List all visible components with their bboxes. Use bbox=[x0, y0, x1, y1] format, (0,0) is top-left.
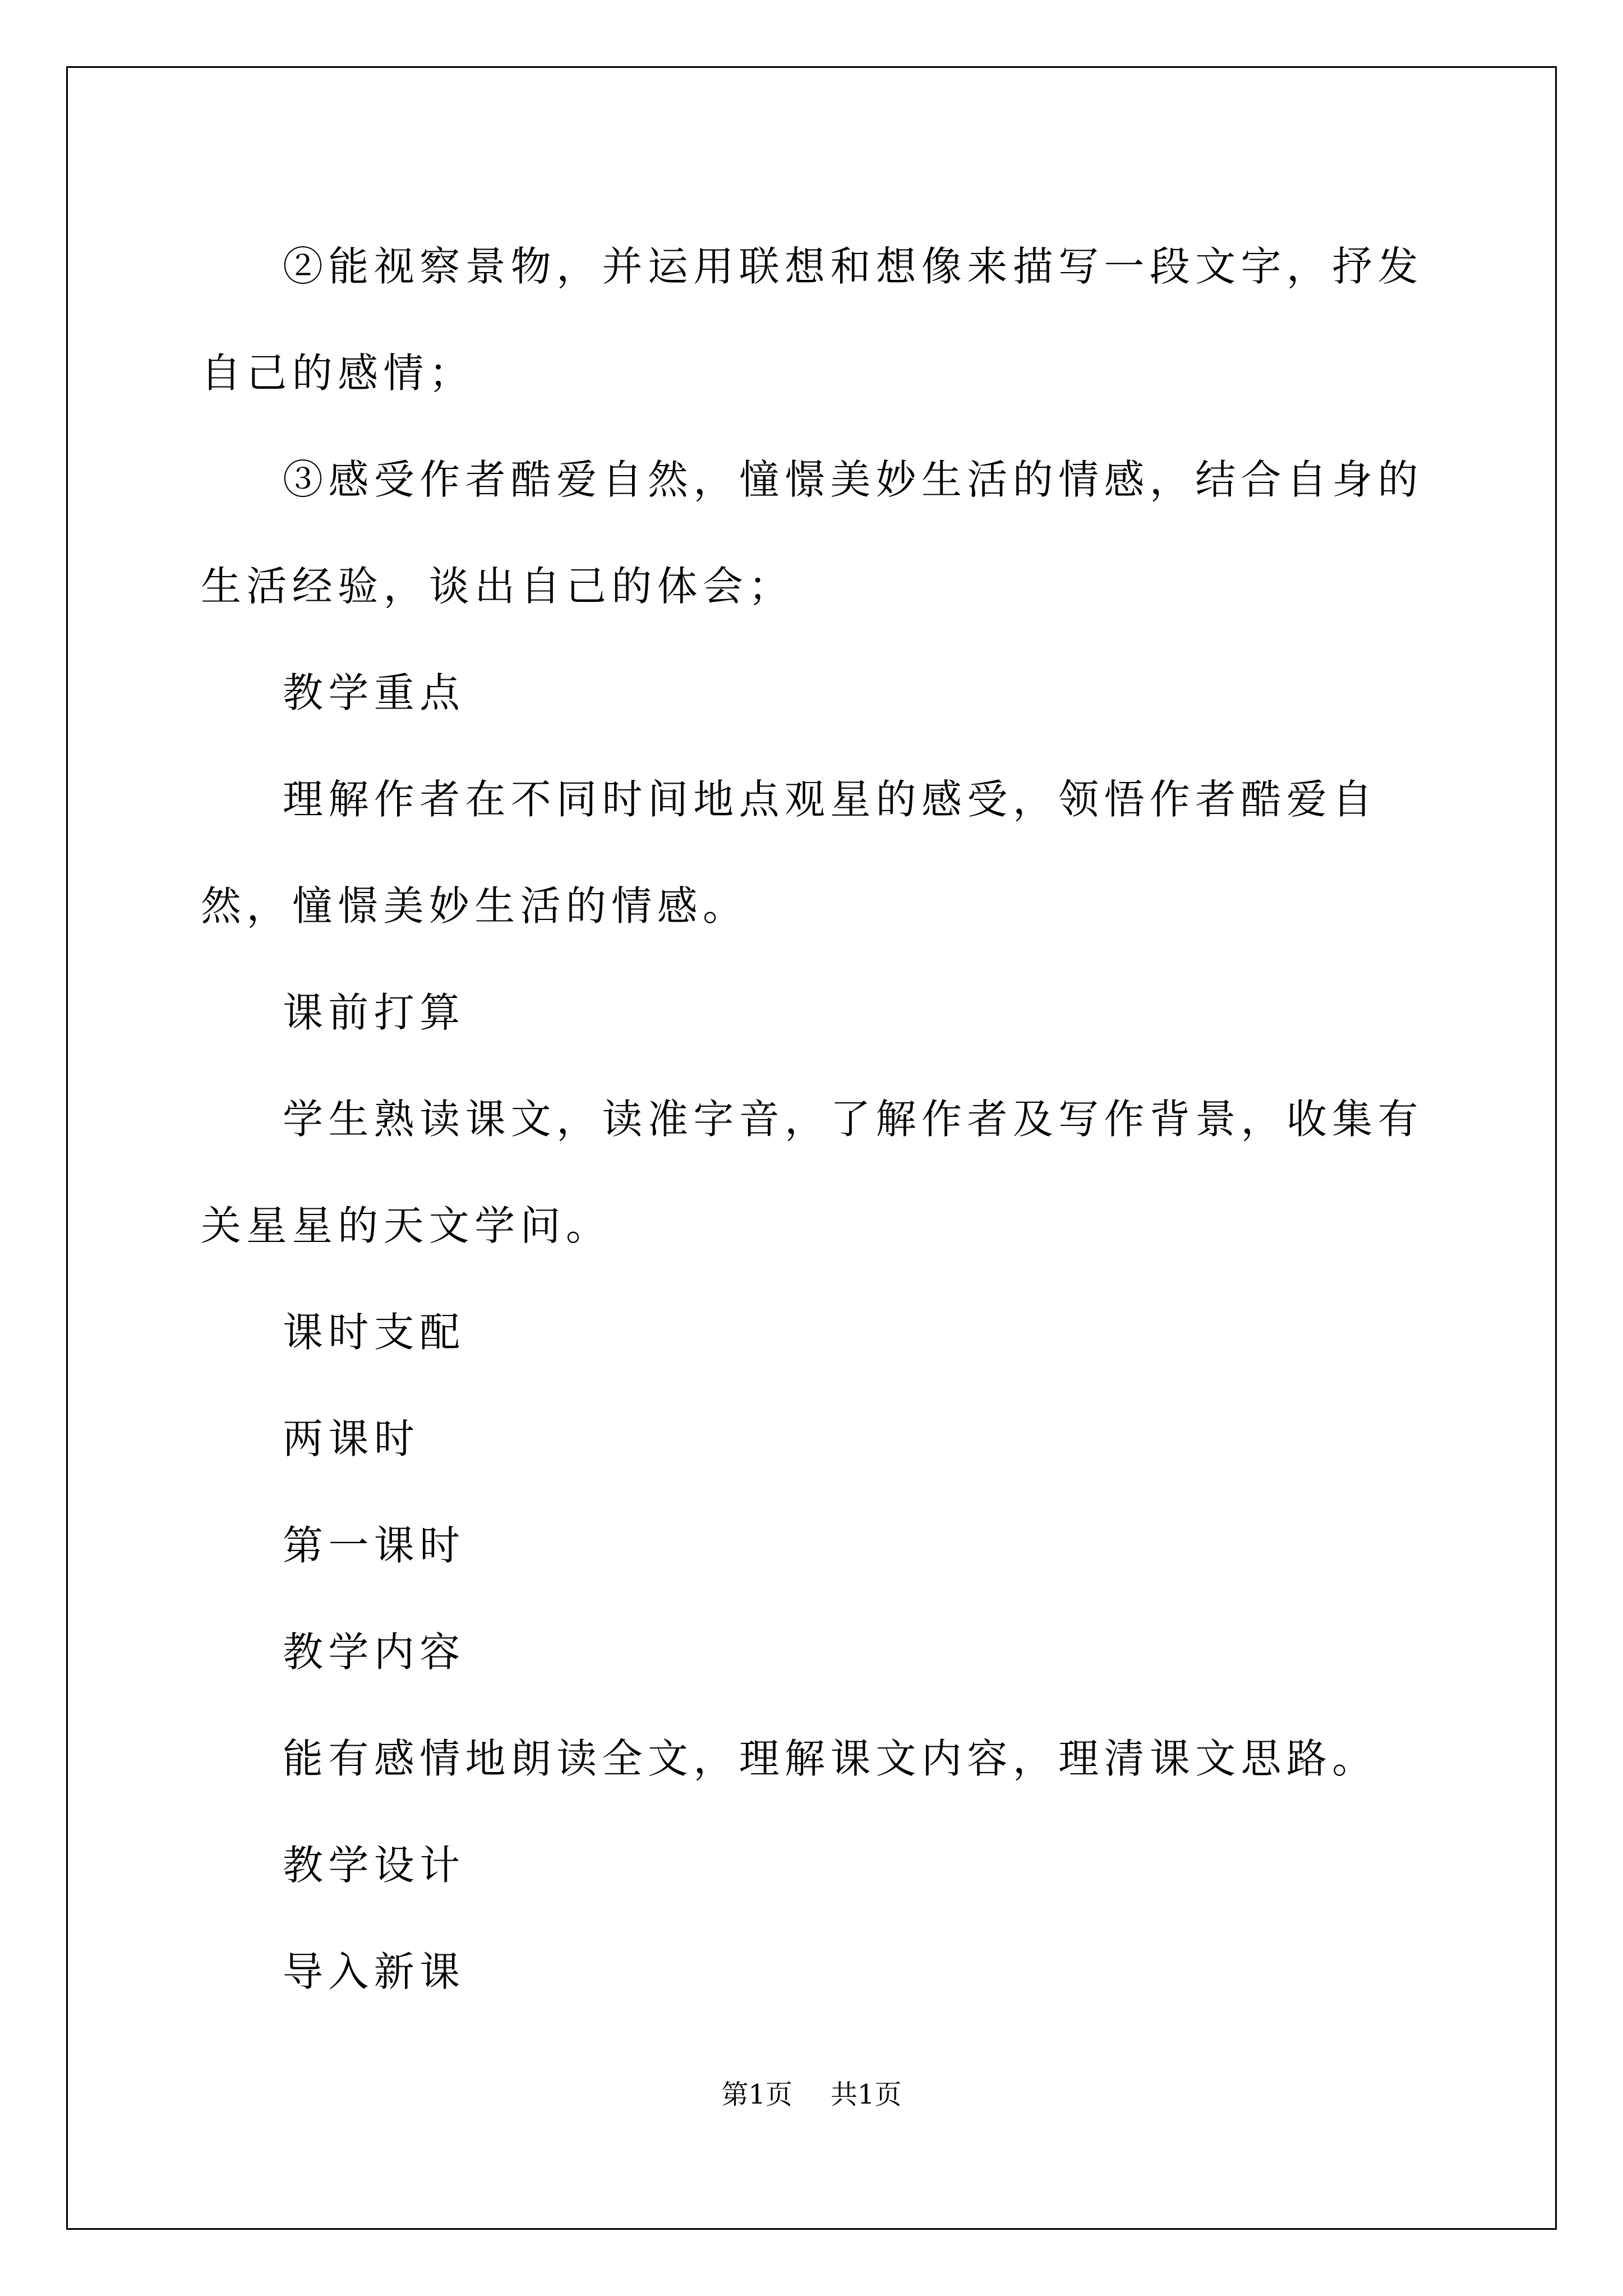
paragraph: ②能视察景物，并运用联想和想像来描写一段文字，抒发自己的感情； bbox=[201, 243, 1424, 397]
page-number: 第1页 bbox=[721, 2079, 792, 2110]
page-count: 共1页 bbox=[831, 2079, 902, 2110]
section-heading: 教学内容 bbox=[283, 1628, 465, 1676]
paragraph: 理解作者在不同时间地点观星的感受，领悟作者酷爱自然，憧憬美妙生活的情感。 bbox=[201, 776, 1378, 930]
section-heading: 教学重点 bbox=[283, 669, 465, 716]
page-footer bbox=[0, 2078, 1623, 2111]
section-heading: 导入新课 bbox=[283, 1948, 465, 1995]
section-heading: 课时支配 bbox=[283, 1309, 465, 1356]
section-heading: 课前打算 bbox=[283, 989, 465, 1036]
paragraph: 能有感情地朗读全文，理解课文内容，理清课文思路。 bbox=[283, 1735, 1378, 1782]
section-heading: 教学设计 bbox=[283, 1842, 465, 1889]
paragraph: 学生熟读课文，读准字音，了解作者及写作背景，收集有关星星的天文学问。 bbox=[201, 1096, 1424, 1249]
paragraph: ③感受作者酷爱自然，憧憬美妙生活的情感，结合自身的生活经验，谈出自己的体会； bbox=[201, 456, 1424, 610]
section-heading: 第一课时 bbox=[283, 1522, 465, 1569]
document-body bbox=[201, 213, 1429, 2025]
paragraph: 两课时 bbox=[283, 1415, 420, 1462]
